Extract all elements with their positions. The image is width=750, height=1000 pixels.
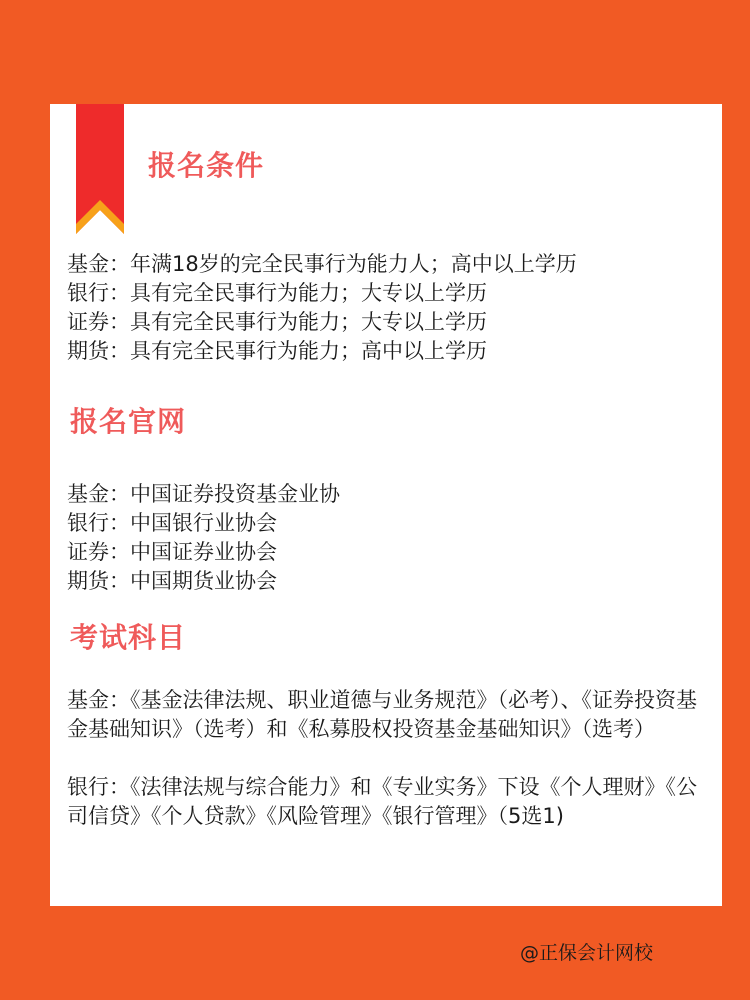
list-item: 期货：中国期货业协会 (67, 569, 277, 593)
list-item: 证券：中国证券业协会 (67, 540, 277, 564)
list-item: 银行：具有完全民事行为能力；大专以上学历 (67, 281, 487, 305)
list-item: 期货：具有完全民事行为能力；高中以上学历 (67, 339, 487, 363)
requirements-title: 报名条件 (148, 149, 265, 182)
subjects-bank-paragraph: 银行：《法律法规与综合能力》和《专业实务》下设《个人理财》《公司信贷》《个人贷款》《风险管理》《银行管理》（5选1) (67, 775, 697, 828)
content-card (50, 104, 722, 906)
requirements-list (67, 250, 577, 366)
subjects-fund-paragraph: 基金：《基金法律法规、职业道德与业务规范》（必考）、《证券投资基金基础知识》（选考）和《私募股权投资基金基础知识》（选考） (67, 688, 697, 741)
list-item: 基金：中国证券投资基金业协 (67, 482, 340, 506)
official-sites-title: 报名官网 (70, 405, 187, 438)
official-sites-list (67, 480, 340, 596)
list-item: 银行：中国银行业协会 (67, 511, 277, 535)
list-item: 基金：年满18岁的完全民事行为能力人；高中以上学历 (67, 252, 577, 276)
subjects-title: 考试科目 (70, 621, 187, 654)
bookmark-ribbon-icon (76, 104, 124, 234)
footer-watermark: @正保会计网校 (520, 942, 654, 964)
list-item: 证券：具有完全民事行为能力；大专以上学历 (67, 310, 487, 334)
